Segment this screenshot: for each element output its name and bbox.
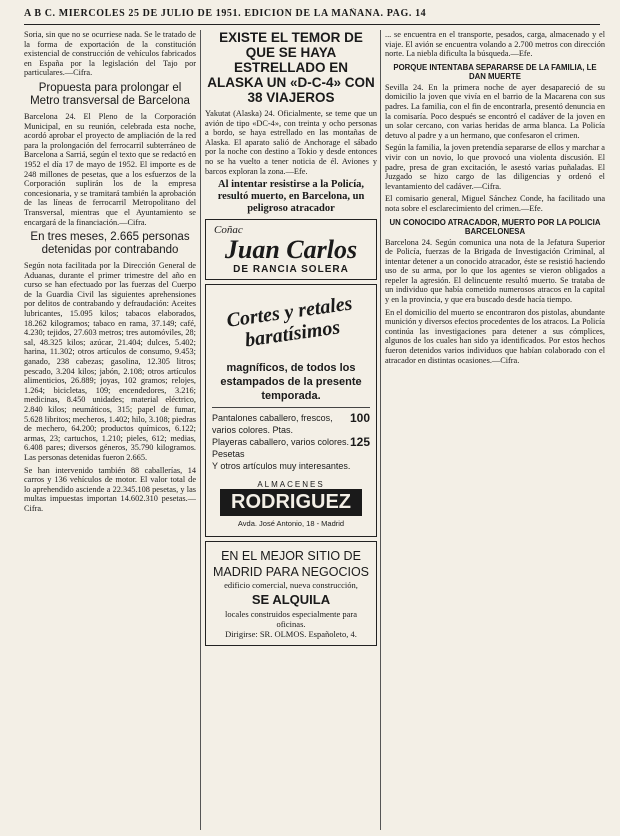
ad-store-address: Avda. José Antonio, 18 - Madrid [237, 519, 345, 529]
ad-alquiler-contact: Dirigirse: SR. OLMOS. Españoleto, 4. [225, 629, 357, 640]
headline-metro: Propuesta para prolongar el Metro transversal de Barcelona [30, 81, 190, 107]
ad-cortes-more [212, 460, 370, 472]
ad-conac [205, 219, 377, 280]
ad-cortes-title: Cortes y retales baratísimos [225, 292, 354, 352]
headline-alaska: EXISTE EL TEMOR DE QUE SE HAYA ESTRELLADO EN ALASKA UN «D-C-4» CON 38 VIAJEROS [207, 30, 375, 105]
column-left [24, 30, 196, 830]
article-intro: Soria, sin que no se ocurriese nada. Se le tratado de la forma de exportación de la constitución existencial de construcción de vehículos fabricados en España por la legislación del Tajo por particulares.—Cifra. [24, 30, 196, 78]
ad-conac-brand: Juan Carlos [224, 235, 358, 265]
ad-store-label: ALMACENES [257, 480, 325, 490]
article-sevilla: Sevilla 24. En la primera noche de ayer desapareció de su domicilio la joven que vivía en el barrio de la Macarena con sus padres. La familia, con el fin de encontrarla, presentó denuncia en la comisaría. Poco después se encontró el cadáver de la joven en un solar cercano, con varias heridas de arma blanca. La Policía detuvo al padre y a un hermano, que confesaron el crimen. [385, 82, 605, 140]
article-contrabando-2: Se han intervenido también 88 caballerías, 14 carros y 136 vehículos de motor. El valor total de lo aprehendido asciende a 22.345.108 pesetas, y las multas impuestas importan 14.602.310 pesetas.—Cifra. [24, 465, 196, 513]
ad-alquiler-cta: SE ALQUILA [251, 592, 331, 608]
ad-cortes-item [212, 412, 370, 436]
ad-conac-subtitle: DE RANCIA SOLERA [233, 264, 349, 276]
article-atracador-2: En el domicilio del muerto se encontraron dos pistolas, abundante munición y diversos efectos procedentes de los atracos. La Policía continúa las investigaciones para detener a sus cómplices, algunos de los cuales han sido ya identificados. Por estos hechos fueron detenidos varios individuos que habían colaborado con el atracador en distintas ocasiones.—Cifra. [385, 307, 605, 365]
ad-item-text: Pantalones caballero, frescos, varios colores. Ptas. [212, 413, 333, 436]
ad-cortes [205, 284, 377, 537]
ad-alquiler-title: EN EL MEJOR SITIO DE MADRID PARA NEGOCIOS [212, 549, 370, 580]
ad-cortes-body: magníficos, de todos los estampados de la presente temporada. [220, 362, 362, 403]
ad-more-text: Y otros artículos muy interesantes. [212, 461, 351, 472]
article-metro: Barcelona 24. El Pleno de la Corporación Municipal, en su reunión, celebrada esta noche, acordó aprobar el proyecto de ampliación de la red para la prolongación del ferrocarril subterráneo de Barcelona a Sarriá, según el texto que se redactó en 1952 el día 17 de mayo de 1952. El importe es de 248 millones de pesetas, que a los esfuerzos de la Corporación suplirán los de la empresa concesionaria, y se tramitará también la aprobación de las líneas de ferrocarril Metropolitano del Transversal, mientras que el Ayuntamiento se encargará de la financiación.—Cifra. [24, 111, 196, 227]
ad-store-name: RODRIGUEZ [220, 489, 362, 516]
ad-item-price: 100 [349, 411, 370, 426]
ad-alquiler-desc: edificio comercial, nueva construcción, [224, 580, 358, 591]
headline-contrabando: En tres meses, 2.665 personas detenidas por contrabando [30, 231, 190, 257]
ad-cortes-item [212, 436, 370, 460]
article-contrabando: Según nota facilitada por la Dirección General de Aduanas, durante el primer trimestre del año en curso se han efectuado por las fuerzas del Cuerpo de la Guardia Civil las siguientes aprehensiones por delitos de contrabando y defraudación: Aceites lubricantes, 15.095 kilos; tabacos elaborados, 18.262 kilogramos; tabaco en rama, 37.149; café, 4.230; tejidos, 27.603 metros; tres automóviles, 28; sal, 48.325 kilos; azúcar, 21.404; dulces, 5.402; harina, 11.302; otros artículos de consumo, 9.453; ganado, 238 cabezas; gasolina, 12.305 litros; pescado, 3.204 kilos; jabón, 2.108; otros artículos alimenticios, 26.889; joyas, 102 gramos; relojes, 1.264; bicicletas, 109; encendedores, 3.216; medicinas, 8.450 unidades; material eléctrico, 2.840 kilos; neumáticos, 315; papel de fumar, 5.628 libritos; mecheros, 1.402; hilo, 3.108; piedras de mechero, 64.200; productos químicos, 6.122; armas, 23; cartuchos, 1.210; pieles, 612; medias, 6.408 pares; diversos géneros, 35.790 kilogramos. Las personas detenidas fueron 2.665. [24, 261, 196, 462]
article-continuation: ... se encuentra en el transporte, pesados, carga, almacenado y el viaje. El avión se encuentra volando a 2.700 metros con dirección norte. La niebla dificulta la búsqueda.—Efe. [385, 30, 605, 59]
column-middle [200, 30, 377, 830]
ad-alquiler [205, 541, 377, 646]
headline-atracador-muerto: UN CONOCIDO ATRACADOR, MUERTO POR LA POLICIA BARCELONESA [389, 217, 601, 236]
headline-atracador: Al intentar resistirse a la Policía, resultó muerto, en Barcelona, un peligroso atracador [217, 179, 365, 215]
ad-alquiler-detail: locales construidos especialmente para oficinas. [225, 609, 357, 630]
ad-item-text: Playeras caballero, varios colores. Pesetas [212, 437, 350, 460]
column-right [380, 30, 605, 830]
article-sevilla-3: El comisario general, Miguel Sánchez Conde, ha facilitado una nota sobre el esclarecimiento del crimen.—Efe. [385, 194, 605, 213]
headline-sevilla: PORQUE INTENTABA SEPARARSE DE LA FAMILIA, LE DAN MUERTE [393, 62, 597, 81]
article-atracador: Barcelona 24. Según comunica una nota de la Jefatura Superior de Policía, fuerzas de la Brigada de Investigación Criminal, al intentar detener a un conocido atracador, éste se resistió haciendo uso de su arma, por lo que los agentes se vieron obligados a repeler la agresión. El delincuente resultó muerto. Se trataba de un individuo que había cometido numerosos atracos en la capital y en la provincia, y que era buscado desde hacía tiempo. [385, 237, 605, 305]
ad-item-price: 125 [349, 435, 370, 450]
ad-store [212, 480, 370, 528]
ad-conac-label: Coñac [214, 224, 243, 237]
divider [212, 407, 370, 408]
article-sevilla-2: Según la familia, la joven pretendía separarse de ellos y marchar a vivir con un novio, lo que provocó una violenta discusión. El padre, presa de gran excitación, le asestó varias puñaladas. El Juzgado se hizo cargo de las diligencias y ordenó el levantamiento del cadáver.—Cifra. [385, 143, 605, 191]
article-alaska: Yakutat (Alaska) 24. Oficialmente, se teme que un avión de tipo «DC-4», con treinta y ocho personas a bordo, se haya estrellado en las montañas de Alaska. El aparato salió de Anchorage el sábado por la noche con destino a Tokio y desde entonces no se ha vuelto a tener noticia de él. Aviones y barcos exploran la zona.—Efe. [205, 109, 377, 176]
page-header: A B C. MIERCOLES 25 DE JULIO DE 1951. EDICION DE LA MAÑANA. PAG. 14 [24, 8, 600, 25]
